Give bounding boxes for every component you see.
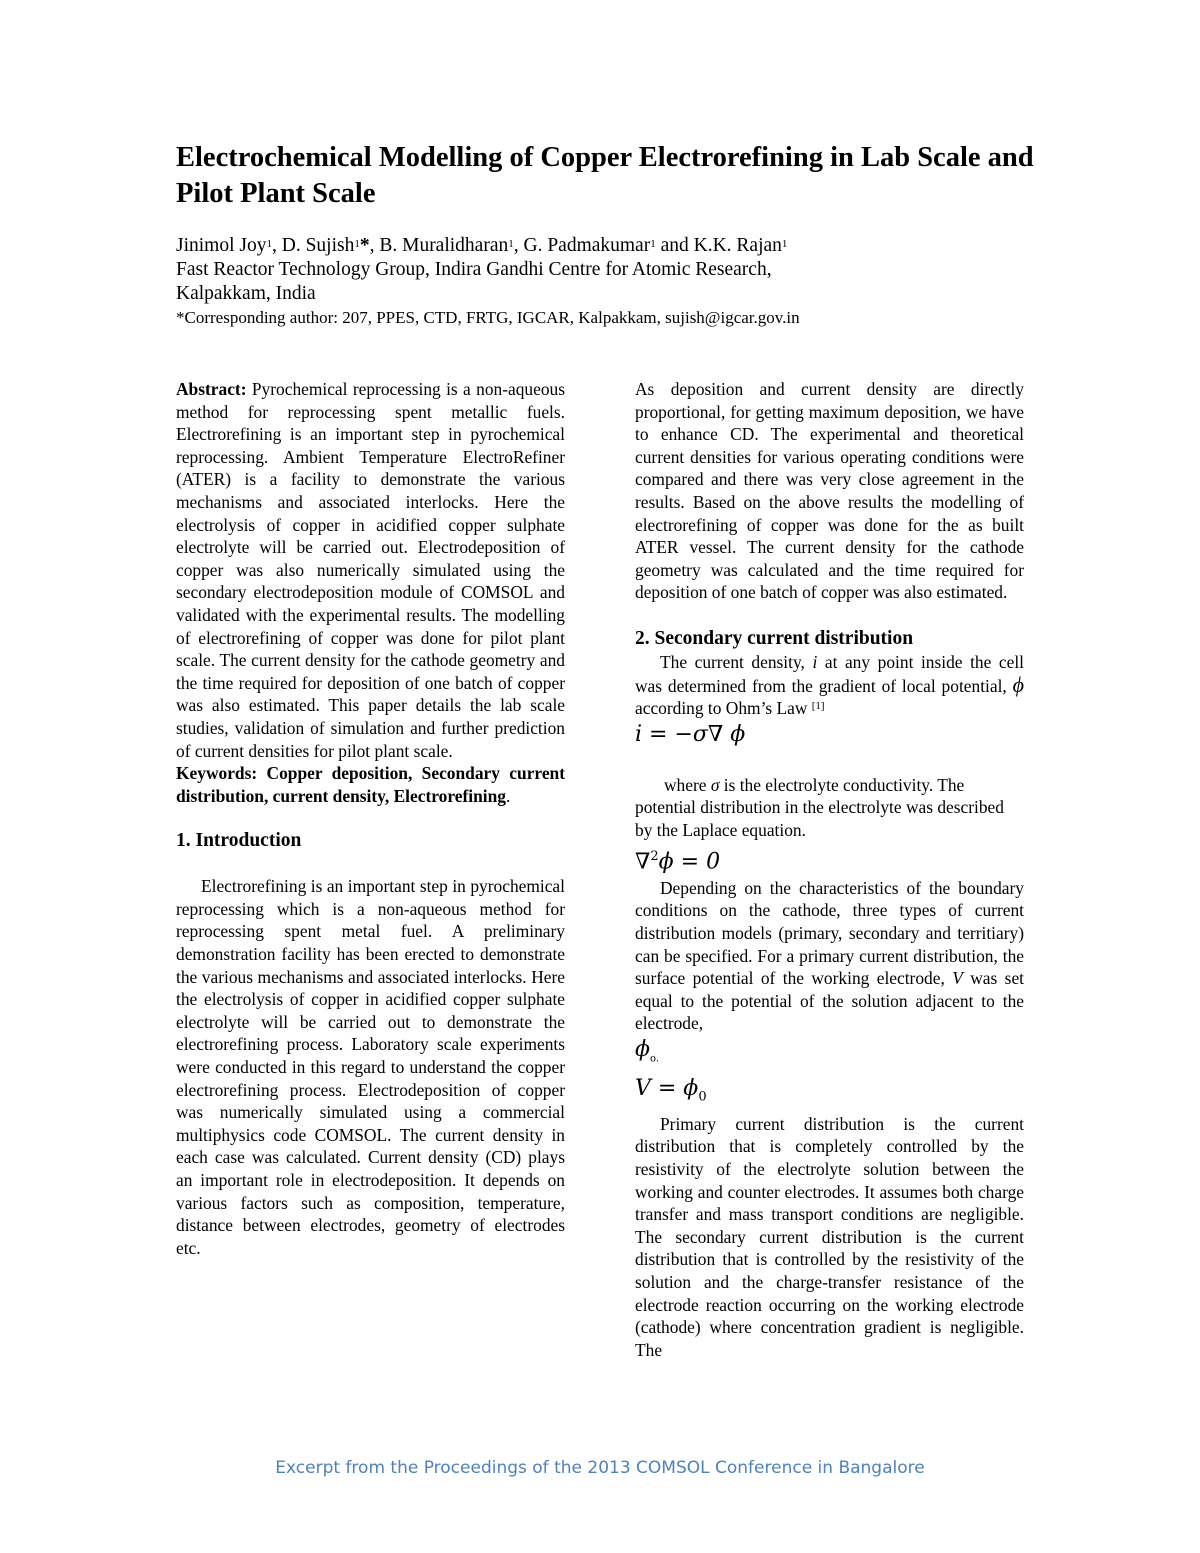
section-heading-introduction: 1. Introduction xyxy=(176,830,302,852)
paragraph: As deposition and current density are directly proportional, for getting maximum deposition, we have to enhance CD. The experimental and theoretical current densities for various operating conditions were compared and there was very close agreement in the results. Based on the above results the modelling of electrorefining of copper was done for the as built ATER vessel. The current density for the cathode geometry was calculated and the time required for deposition of one batch of copper was also estimated. xyxy=(635,379,1024,603)
author-name: and K.K. Rajan xyxy=(655,235,782,256)
affiliation-mark: 1 xyxy=(508,238,514,250)
introduction-paragraph: Electrorefining is an important step in pyrochemical reprocessing which is a non-aqueous method for reprocessing spent metal fuel. A preliminary demonstration facility has been erected to demonstrate the various mechanisms and associated interlocks. Here the electrolysis of copper in acidified copper sulphate electrolyte will be carried out to demonstrate the electrorefining process. Laboratory scale experiments were conducted in this regard to understand the copper electrorefining process. Electrodeposition of copper was numerically simulated using a commercial multiphysics code COMSOL. The current density in each case was calculated. Current density (CD) plays an important role in electrodeposition. It depends on various factors such as composition, temperature, distance between electrodes, geometry of electrodes etc. xyxy=(176,876,565,1258)
citation: [1] xyxy=(811,700,825,713)
equation-laplace xyxy=(635,842,1024,877)
keywords xyxy=(176,762,565,807)
affiliation-mark: 1 xyxy=(266,238,272,250)
author-name: , D. Sujish xyxy=(271,235,355,256)
corresponding-star: * xyxy=(359,235,370,256)
paper-title: Electrochemical Modelling of Copper Electrorefining in Lab Scale and Pilot Plant Scale xyxy=(176,142,1034,209)
equation-boundary xyxy=(635,1074,1024,1112)
equation-lhs: V = ϕ xyxy=(635,1076,699,1102)
text-run: at any point inside the cell was determined from the gradient of local potential, xyxy=(635,651,1024,696)
page-footer: Excerpt from the Proceedings of the 2013 COMSOL Conference in Bangalore xyxy=(275,1458,925,1478)
nabla: ∇ xyxy=(635,848,651,874)
author-name: , B. Muralidharan xyxy=(369,235,509,256)
author-block xyxy=(176,234,1116,330)
paragraph xyxy=(635,774,1024,842)
symbol-i: i xyxy=(812,651,818,672)
section-heading-secondary-current: 2. Secondary current distribution xyxy=(635,627,914,649)
text-run: is the electrolyte conductivity. The potential distribution in the electrolyte was described by the Laplace equation. xyxy=(635,774,1004,840)
paragraph xyxy=(635,651,1024,720)
abstract-text: Pyrochemical reprocessing is a non-aqueous method for reprocessing spent metallic fuels. Electrorefining is an important step in pyrochemical reprocessing. Ambient Temperature ElectroRefiner (ATER) is a facility to demonstrate the various mechanisms and associated interlocks. Here the electrolysis of copper in acidified copper sulphate electrolyte will be carried out. Electrodeposition of copper was also numerically simulated using the secondary electrodeposition module of COMSOL and validated with the experimental results. The modelling of electrorefining of copper was done for pilot plant scale. The current density for the cathode geometry and the time required for deposition of one batch of copper was also estimated. This paper details the lab scale studies, validation of simulation and further prediction of current densities for pilot plant scale. xyxy=(176,379,565,761)
paragraph xyxy=(635,877,1024,1035)
equation-rhs: ϕ = 0 xyxy=(658,848,721,874)
corresponding-author: *Corresponding author: 207, PPES, CTD, FRTG, IGCAR, Kalpakkam, sujish@igcar.gov.in xyxy=(176,308,800,327)
affiliation-mark: 1 xyxy=(354,238,360,250)
affiliation-mark: 1 xyxy=(781,238,788,250)
equation-ohms-law: i = −σ∇ ϕ xyxy=(635,721,746,747)
symbol-phi-0 xyxy=(635,1035,1024,1074)
text-run: Depending on the characteristics of the boundary conditions on the cathode, three types of current distribution models (primary, secondary and territiary) can be specified. For a primary current distribution, the surface potential of the working electrode, xyxy=(635,877,1024,989)
text-run: according to Ohm’s Law xyxy=(635,698,812,719)
left-column xyxy=(176,378,565,1259)
abstract xyxy=(176,378,565,762)
symbol-v: V xyxy=(952,968,963,989)
affiliation-line: Fast Reactor Technology Group, Indira Gandhi Centre for Atomic Research, xyxy=(176,259,772,280)
symbol-phi: ϕ xyxy=(1012,671,1024,697)
keywords-period: . xyxy=(505,785,511,806)
text-run: where xyxy=(664,774,711,795)
paragraph: Primary current distribution is the current distribution that is completely controlled by the resistivity of the electrolyte solution between the working and counter electrodes. It assumes both charge transfer and mass transport conditions are negligible. The secondary current distribution is the current distribution that is controlled by the resistivity of the solution and the charge-transfer resistance of the electrode reaction occurring on the working electrode (cathode) where concentration gradient is negligible. The xyxy=(635,1113,1024,1360)
subscript: 0 xyxy=(698,1089,707,1105)
text-run: was set equal to the potential of the solution adjacent to the electrode, xyxy=(635,968,1025,1034)
right-column xyxy=(635,378,1024,1361)
author-name: , G. Padmakumar xyxy=(513,235,651,256)
subscript: o. xyxy=(650,1053,660,1065)
affiliation-line: Kalpakkam, India xyxy=(176,283,316,304)
symbol-sigma: σ xyxy=(710,774,720,795)
abstract-label: Abstract: xyxy=(176,379,247,399)
affiliation-mark: 1 xyxy=(650,238,656,250)
exponent: 2 xyxy=(650,848,659,864)
author-name: Jinimol Joy xyxy=(176,235,267,256)
text-run: The current density, xyxy=(660,651,813,672)
keywords-text: Keywords: Copper deposition, Secondary current distribution, current density, Electrorefining xyxy=(176,763,565,806)
phi: ϕ xyxy=(635,1036,650,1062)
